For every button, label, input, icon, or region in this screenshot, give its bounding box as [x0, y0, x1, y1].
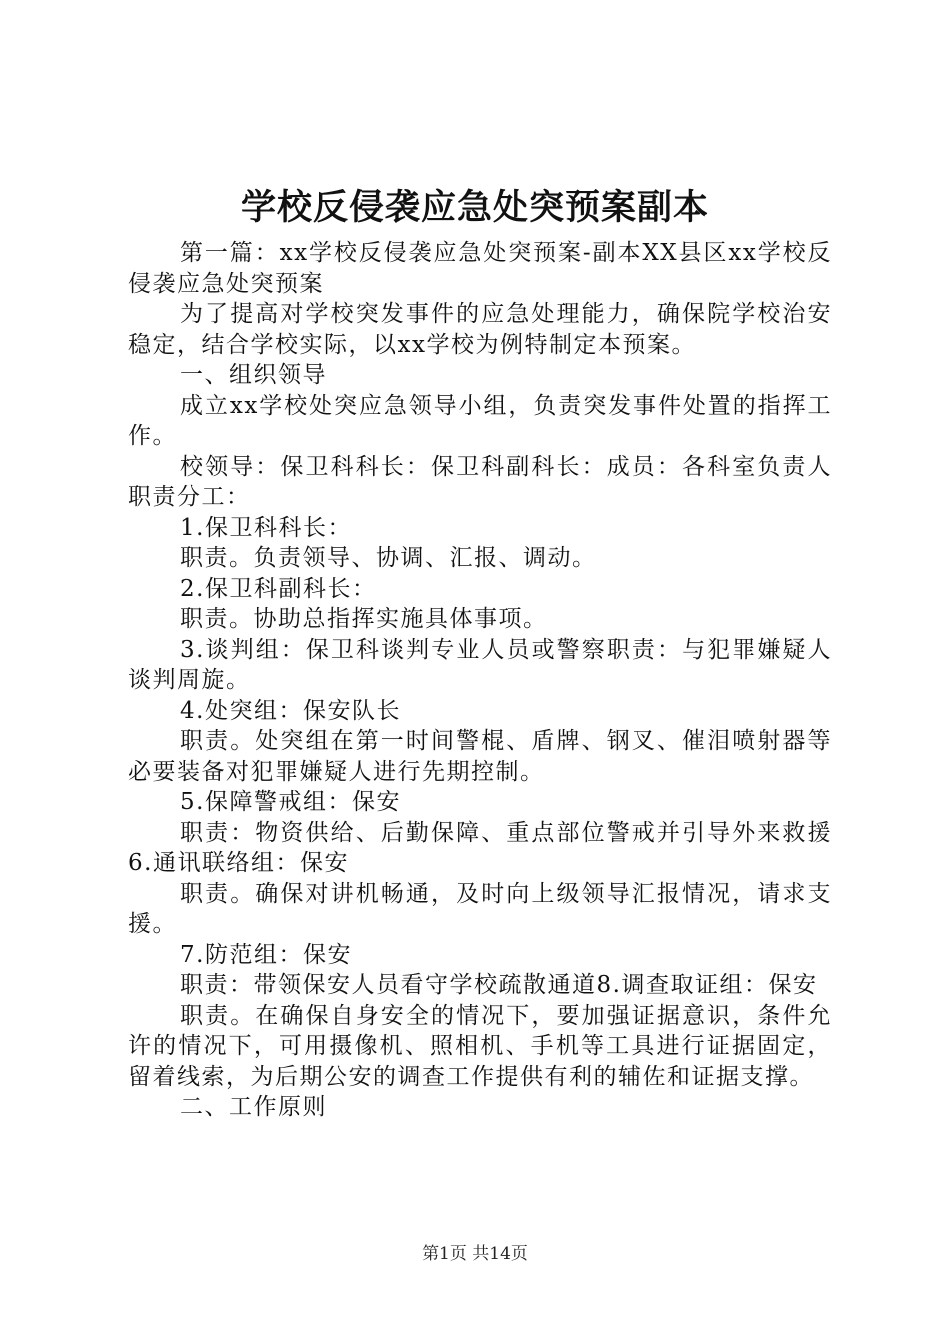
paragraph: 第一篇：xx学校反侵袭应急处突预案-副本XX县区xx学校反侵袭应急处突预案	[128, 240, 832, 297]
paragraph: 职责：物资供给、后勤保障、重点部位警戒并引导外来救援6.通讯联络组：保安	[128, 819, 832, 876]
paragraph: 职责：带领保安人员看守学校疏散通道8.调查取证组：保安	[180, 972, 818, 998]
paragraph: 职责。负责领导、协调、汇报、调动。	[180, 545, 597, 571]
page-footer: 第1页 共14页	[422, 1244, 528, 1264]
paragraph: 成立xx学校处突应急领导小组，负责突发事件处置的指挥工作。	[128, 392, 832, 449]
list-item: 1.保卫科科长：	[180, 514, 352, 541]
list-item: 2.保卫科副科长：	[180, 575, 377, 602]
paragraph: 校领导：保卫科科长：保卫科副科长：成员：各科室负责人职责分工：	[128, 453, 832, 510]
paragraph: 为了提高对学校突发事件的应急处理能力，确保院学校治安稳定，结合学校实际，以xx学校为例特制定本预案。	[128, 301, 832, 358]
list-item: 7.防范组：保安	[180, 941, 352, 968]
section-heading: 一、组织领导	[180, 362, 327, 388]
document-title: 学校反侵袭应急处突预案副本	[240, 187, 709, 228]
list-item: 5.保障警戒组：保安	[180, 789, 401, 815]
list-item: 4.处突组：保安队长	[180, 697, 401, 724]
section-heading: 二、工作原则	[180, 1094, 327, 1120]
document-body	[128, 238, 832, 1123]
paragraph: 职责。处突组在第一时间警棍、盾牌、钢叉、催泪喷射器等必要装备对犯罪嫌疑人进行先期控制。	[128, 728, 832, 785]
paragraph: 职责。确保对讲机畅通，及时向上级领导汇报情况，请求支援。	[128, 880, 832, 937]
list-item: 3.谈判组：保卫科谈判专业人员或警察职责：与犯罪嫌疑人谈判周旋。	[128, 636, 832, 693]
paragraph: 职责。协助总指挥实施具体事项。	[180, 606, 548, 632]
paragraph: 职责。在确保自身安全的情况下，要加强证据意识，条件允许的情况下，可用摄像机、照相机、手机等工具进行证据固定，留着线索，为后期公安的调查工作提供有利的辅佐和证据支撑。	[128, 1002, 832, 1090]
